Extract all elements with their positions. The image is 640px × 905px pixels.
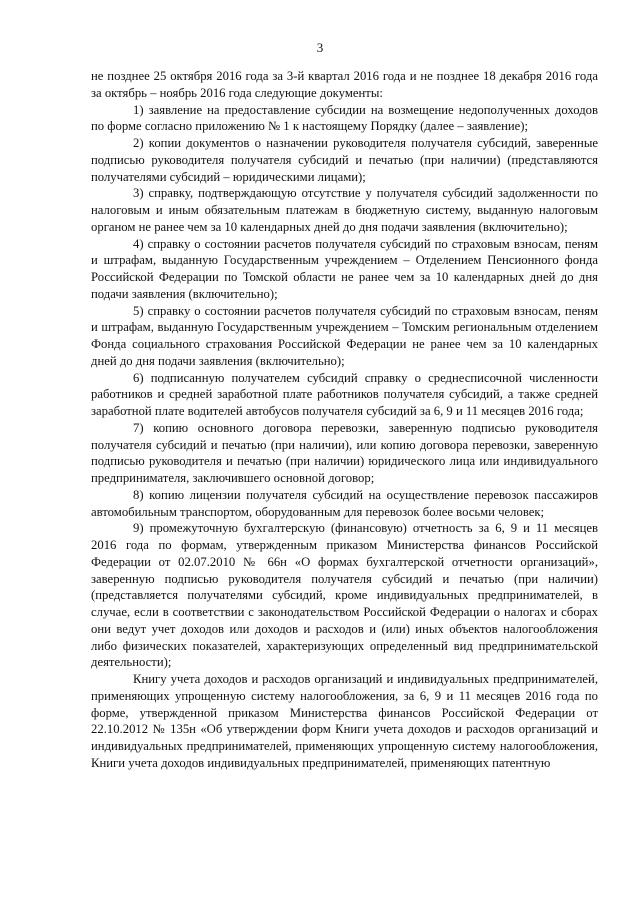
document-body xyxy=(91,68,598,772)
paragraph: 7) копию основного договора перевозки, заверенную подписью руководителя получателя субсидий и печатью (при наличии), или копию договора перевозки, заверенную подписью руководителя и печатью (при наличии) юридического лица или индивидуального предпринимателя, заключившего основной договор; xyxy=(91,420,598,485)
paragraph: 9) промежуточную бухгалтерскую (финансовую) отчетность за 6, 9 и 11 месяцев 2016 года по формам, утвержденным приказом Министерства финансов Российской Федерации от 02.07.2010 № 66н «О формах бухгалтерской отчетности организаций», заверенную подписью руководителя получателя субсидий и печатью (при наличии) (представляется получателями субсидий, кроме индивидуальных предпринимателей, в случае, если в соответствии с законодательством Российской Федерации о налогах и сборах они ведут учет доходов или доходов и расходов и (или) иных объектов налогообложения либо физических показателей, характеризующих определенный вид предпринимательской деятельности); xyxy=(91,521,598,670)
paragraph: 8) копию лицензии получателя субсидий на осуществление перевозок пассажиров автомобильным транспортом, оборудованным для перевозок более восьми человек; xyxy=(91,487,598,519)
paragraph: 5) справку о состоянии расчетов получателя субсидий по страховым взносам, пеням и штрафам, выданную Государственным учреждением – Томским региональным отделением Фонда социального страхования Российской Федерации не ранее чем за 10 календарных дней до дня подачи заявления (включительно); xyxy=(91,303,598,368)
paragraph: 6) подписанную получателем субсидий справку о среднесписочной численности работников и средней заработной плате работников получателя субсидий, а также средней заработной плате водителей автобусов получателя субсидий за 6, 9 и 11 месяцев 2016 года; xyxy=(91,370,598,418)
paragraph: 2) копии документов о назначении руководителя получателя субсидий, заверенные подписью руководителя получателя субсидий и печатью (при наличии) (представляются получателями субсидий – юридическими лицами); xyxy=(91,136,598,184)
paragraph: 3) справку, подтверждающую отсутствие у получателя субсидий задолженности по налоговым и иным обязательным платежам в бюджетную систему, выданную налоговым органом не ранее чем за 10 календарных дней до дня подачи заявления (включительно); xyxy=(91,186,598,234)
paragraph: 1) заявление на предоставление субсидии на возмещение недополученных доходов по форме согласно приложению № 1 к настоящему Порядку (далее – заявление); xyxy=(91,102,598,134)
page-number: 3 xyxy=(316,40,324,55)
paragraph: 4) справку о состоянии расчетов получателя субсидий по страховым взносам, пеням и штрафам, выданную Государственным учреждением – Отделением Пенсионного фонда Российской Федерации по Томской области не ранее чем за 10 календарных дней до дня подачи заявления (включительно); xyxy=(91,236,598,301)
paragraph: Книгу учета доходов и расходов организаций и индивидуальных предпринимателей, применяющих упрощенную систему налогообложения, за 6, 9 и 11 месяцев 2016 года по форме, утвержденной приказом Министерства финансов Российской Федерации от 22.10.2012 № 135н «Об утверждении форм Книги учета доходов и расходов организаций и индивидуальных предпринимателей, применяющих упрощенную систему налогообложения, Книги учета доходов индивидуальных предпринимателей, применяющих патентную xyxy=(91,672,598,770)
paragraph: не позднее 25 октября 2016 года за 3-й квартал 2016 года и не позднее 18 декабря 2016 года за октябрь – ноябрь 2016 года следующие документы: xyxy=(91,69,598,100)
